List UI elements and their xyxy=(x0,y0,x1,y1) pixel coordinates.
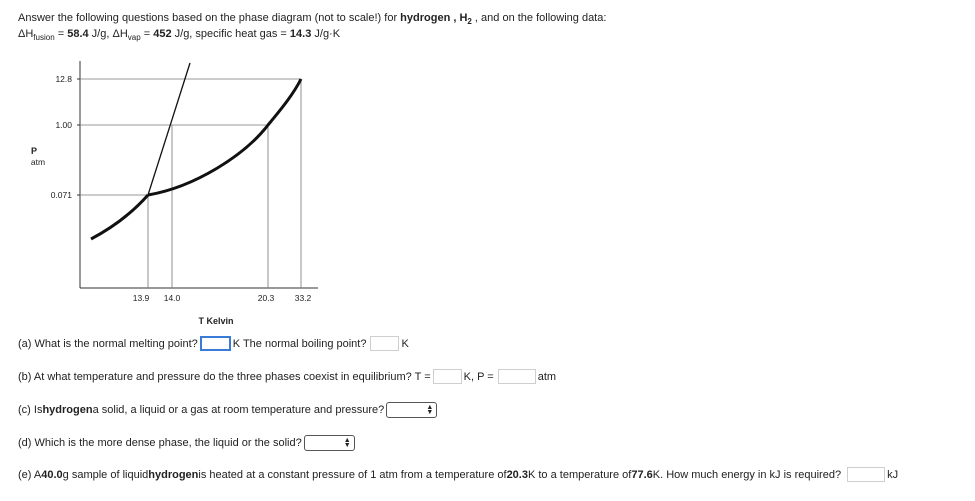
question-e xyxy=(18,467,898,482)
x-tick-label: 14.0 xyxy=(163,293,181,303)
melting-point-input[interactable] xyxy=(200,336,231,351)
question-e-t2: 77.6 xyxy=(631,468,653,481)
question-a xyxy=(18,336,409,351)
updown-arrows-icon: ▲ ▼ xyxy=(343,436,351,449)
vap-unit: J/g, specific heat gas = xyxy=(171,28,290,40)
question-e-substance: hydrogen xyxy=(148,468,199,481)
question-c-text-end: a solid, a liquid or a gas at room temperature and pressure? xyxy=(92,404,385,416)
vaporization-curve xyxy=(148,79,301,195)
vap-subscript: vap xyxy=(127,33,141,42)
question-a-text: (a) What is the normal melting point? xyxy=(18,337,198,350)
intro-text: Answer the following questions based on the phase diagram (not to scale!) for xyxy=(18,12,401,24)
denser-phase-select[interactable] xyxy=(304,435,355,451)
triple-point-temperature-input[interactable] xyxy=(433,369,462,384)
y-tick-label: 12.8 xyxy=(55,74,72,84)
boiling-point-input[interactable] xyxy=(370,336,399,351)
y-axis-label-top: P xyxy=(30,146,38,156)
y-tick-label: 0.071 xyxy=(50,190,72,200)
question-e-text-3: is heated at a constant pressure of 1 atm from a temperature of xyxy=(198,468,507,481)
question-b xyxy=(18,369,556,384)
y-axis-label-bottom: atm xyxy=(30,157,46,167)
heat-unit: J/g·K xyxy=(311,28,341,40)
question-e-text-4: K to a temperature of xyxy=(527,468,632,481)
dh-vap-symbol: ΔH xyxy=(112,28,128,40)
question-e-mass: 40.0 xyxy=(41,468,63,481)
question-e-t1: 20.3 xyxy=(506,468,528,481)
y-tick-label: 1.00 xyxy=(55,120,72,130)
question-a-unit-1: K The normal boiling point? xyxy=(232,337,367,350)
fusion-unit: J/g, xyxy=(88,28,113,40)
intro-line-1 xyxy=(18,12,606,24)
dh-fusion-symbol: ΔH xyxy=(18,28,34,40)
question-b-unit-2: atm xyxy=(537,370,557,383)
question-d-text: (d) Which is the more dense phase, the liquid or the solid? xyxy=(18,437,302,449)
phase-diagram xyxy=(0,55,330,335)
question-c-text: (c) Is xyxy=(18,404,43,416)
x-axis-label: T Kelvin xyxy=(198,316,234,326)
updown-arrows-icon: ▲ ▼ xyxy=(426,403,434,416)
fusion-subscript: fusion xyxy=(33,33,55,42)
formula: , H xyxy=(450,12,468,24)
question-e-text: (e) A xyxy=(18,468,42,481)
question-c-substance: hydrogen xyxy=(42,404,93,416)
x-tick-label: 20.3 xyxy=(257,293,275,303)
equals: = xyxy=(140,28,154,40)
substance-name: hydrogen xyxy=(400,12,451,24)
vap-value: 452 xyxy=(153,28,172,40)
phase-room-temp-select[interactable] xyxy=(386,402,437,418)
question-d xyxy=(18,435,355,451)
question-e-unit: kJ xyxy=(887,468,899,481)
question-a-unit-2: K xyxy=(401,337,409,350)
question-e-text-5: K. How much energy in kJ is required? xyxy=(652,468,842,481)
intro-line-2 xyxy=(18,28,340,40)
sublimation-curve xyxy=(91,195,148,239)
x-tick-label: 13.9 xyxy=(132,293,150,303)
heat-value: 14.3 xyxy=(289,28,312,40)
question-c xyxy=(18,402,437,418)
energy-input[interactable] xyxy=(847,467,885,482)
question-e-text-2: g sample of liquid xyxy=(62,468,149,481)
equals: = xyxy=(54,28,68,40)
question-b-unit-1: K, P = xyxy=(463,370,494,383)
fusion-curve xyxy=(148,63,190,195)
question-b-text: (b) At what temperature and pressure do the three phases coexist in equilibrium? T = xyxy=(18,370,431,383)
triple-point-pressure-input[interactable] xyxy=(498,369,536,384)
x-tick-label: 33.2 xyxy=(294,293,312,303)
formula-subscript: 2 xyxy=(467,17,472,26)
intro-text-end: , and on the following data: xyxy=(471,12,607,24)
fusion-value: 58.4 xyxy=(67,28,89,40)
